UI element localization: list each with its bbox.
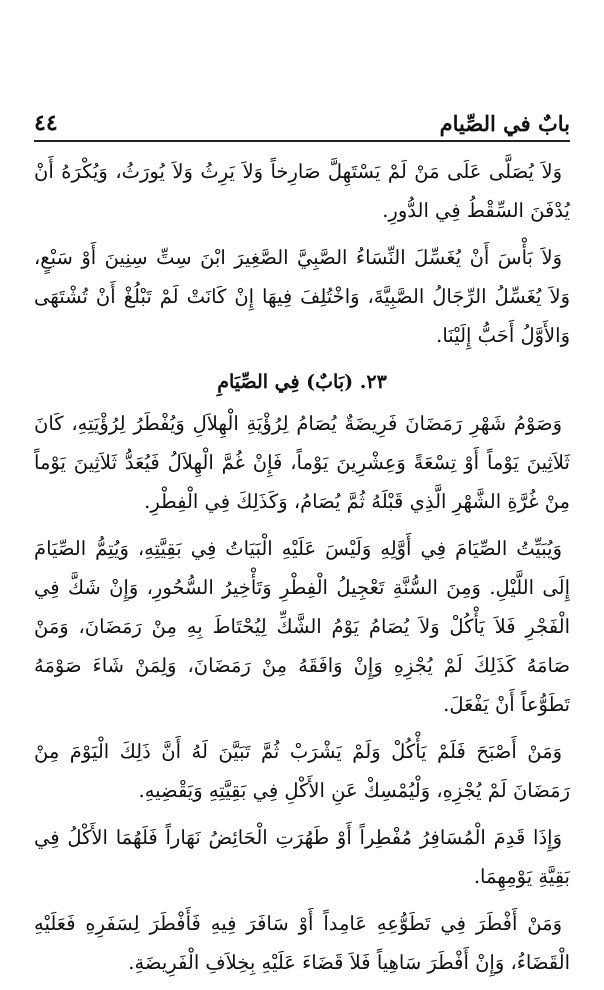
paragraph: وَلاَ بَأْسَ أَنْ يُغَسِّلَ النِّسَاءُ الصَّبِيَّ الصَّغِيرَ ابْنَ سِتِّ سِنِينَ أَوْ سَبْعٍ، وَلاَ يُغَسِّلُ الرِّجَالُ الصَّبِيَّةَ، وَاخْتُلِفَ فِيهَا إِنْ كَانَتْ لَمْ تَبْلُغْ أَنْ تُشْتَهَى وَالأَوَّلُ أَحَبُّ إِلَيْنَا. [34,246,570,347]
chapter-title: ٢٣. (بَابٌ) فِي الصِّيَامِ [217,371,387,393]
paragraph: وَمَنْ أَفْطَرَ فِي تَطَوُّعِهِ عَامِداً أَوْ سَافَرَ فِيهِ فَأَفْطَرَ لِسَفَرِهِ فَعَلَيْهِ الْقَضَاءُ، وَإِنْ أَفْطَرَ سَاهِياً فَلاَ قَضَاءَ عَلَيْهِ بِخِلاَفِ الْفَرِيضَةِ. [34,912,570,974]
page-body [34,152,570,990]
running-title: بابٌ في الصِّيام [439,111,570,136]
paragraph: وَإِذَا قَدِمَ الْمُسَافِرُ مُفْطِراً أَوْ طَهُرَتِ الْحَائِضُ نَهَاراً فَلَهُمَا الأَكْلُ فِي بَقِيَّةِ يَوْمِهِمَا. [34,826,570,888]
paragraph: وَيُبَيِّتُ الصِّيَامَ فِي أَوَّلِهِ وَلَيْسَ عَلَيْهِ الْبَيَاتُ فِي بَقِيَّتِهِ، وَيُتِمُّ الصِّيَامَ إِلَى اللَّيْلِ. وَمِنَ السُّنَّةِ تَعْجِيلُ الْفِطْرِ وَتَأْخِيرُ السُّحُورِ، وَإِنْ شَكَّ فِي الْفَجْرِ فَلاَ يَأْكُلْ وَلاَ يُصَامُ يَوْمُ الشَّكِّ لِيُحْتَاطَ بِهِ مِنْ رَمَضَانَ، وَمَنْ صَامَهُ كَذَلِكَ لَمْ يُجْزِهِ وَإِنْ وَافَقَهُ مِنْ رَمَضَانَ، وَلِمَنْ شَاءَ صَوْمَهُ تَطَوُّعاً أَنْ يَفْعَلَ. [34,537,570,716]
page-number: ٤٤ [34,110,58,136]
page-header [34,100,570,142]
paragraph: وَمَنْ أَصْبَحَ فَلَمْ يَأْكُلْ وَلَمْ يَشْرَبْ ثُمَّ تَبَيَّنَ لَهُ أَنَّ ذَلِكَ الْيَوْمَ مِنْ رَمَضَانَ لَمْ يُجْزِهِ، وَلْيُمْسِكْ عَنِ الأَكْلِ فِي بَقِيَّتِهِ وَيَقْضِيهِ. [34,740,570,802]
paragraph: وَصَوْمُ شَهْرِ رَمَضَانَ فَرِيضَةٌ يُصَامُ لِرُؤْيَةِ الْهِلاَلِ وَيُفْطَرُ لِرُؤْيَتِهِ، كَانَ ثَلاَثِينَ يَوْماً أَوْ تِسْعَةً وَعِشْرِينَ يَوْماً، فَإِنْ غُمَّ الْهِلاَلُ فَيُعَدُّ ثَلاَثِينَ يَوْماً مِنْ غُرَّةِ الشَّهْرِ الَّذِي قَبْلَهُ ثُمَّ يُصَامُ، وَكَذَلِكَ فِي الْفِطْرِ. [34,412,570,513]
paragraph: وَلاَ يُصَلَّى عَلَى مَنْ لَمْ يَسْتَهِلَّ صَارِخاً وَلاَ يَرِثُ وَلاَ يُورَثُ، وَيُكْرَهُ أَنْ يُدْفَنَ السِّقْطُ فِي الدُّورِ. [34,160,570,222]
